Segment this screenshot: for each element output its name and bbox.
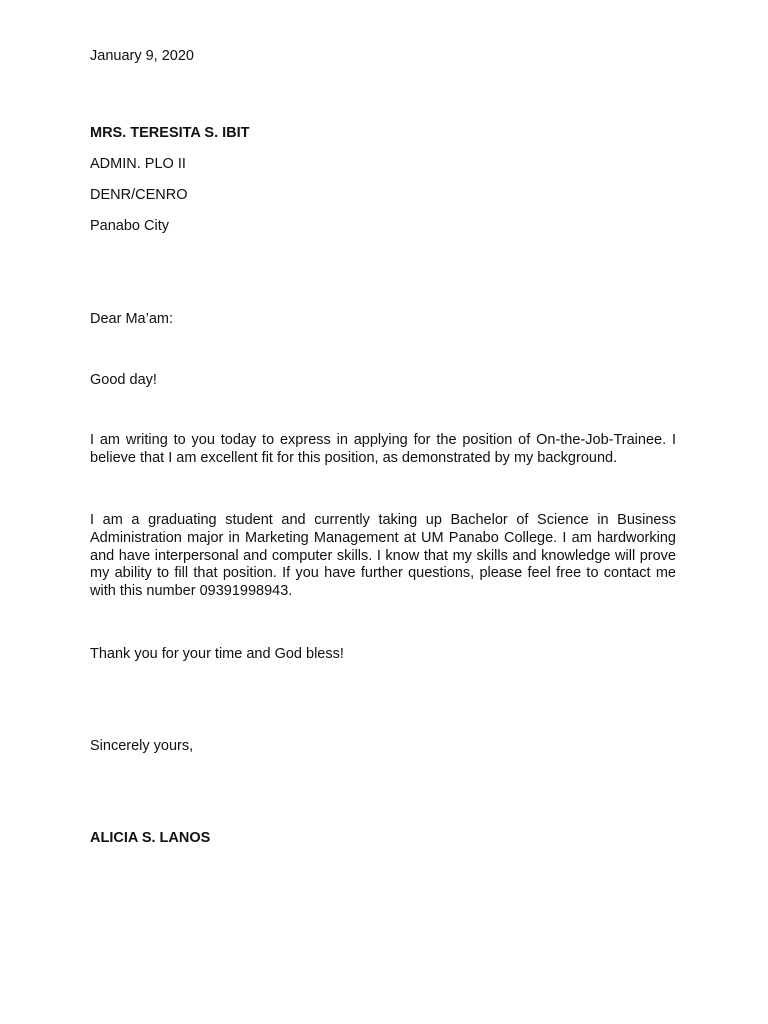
body-paragraph-1: I am writing to you today to express in applying for the position of On-the-Job-Trainee. I believe that I am excellent fit for this position, as demonstrated by my background. xyxy=(90,432,676,466)
sender-name: ALICIA S. LANOS xyxy=(90,830,211,846)
recipient-name: MRS. TERESITA S. IBIT xyxy=(90,125,250,141)
recipient-city: Panabo City xyxy=(90,218,169,234)
letter-date: January 9, 2020 xyxy=(90,48,194,64)
salutation: Dear Ma’am: xyxy=(90,311,173,327)
recipient-office: DENR/CENRO xyxy=(90,187,188,203)
body-paragraph-2: I am a graduating student and currently taking up Bachelor of Science in Business Administration major in Marketing Management at UM Panabo College. I am hardworking and have interpersonal and computer skills. I know that my skills and knowledge will prove my ability to fill that position. If you have further questions, please feel free to contact me with this number 09391998943. xyxy=(90,512,676,600)
closing: Sincerely yours, xyxy=(90,738,194,754)
recipient-title: ADMIN. PLO II xyxy=(90,156,186,172)
greeting: Good day! xyxy=(90,372,157,388)
thanks-line: Thank you for your time and God bless! xyxy=(90,646,344,662)
